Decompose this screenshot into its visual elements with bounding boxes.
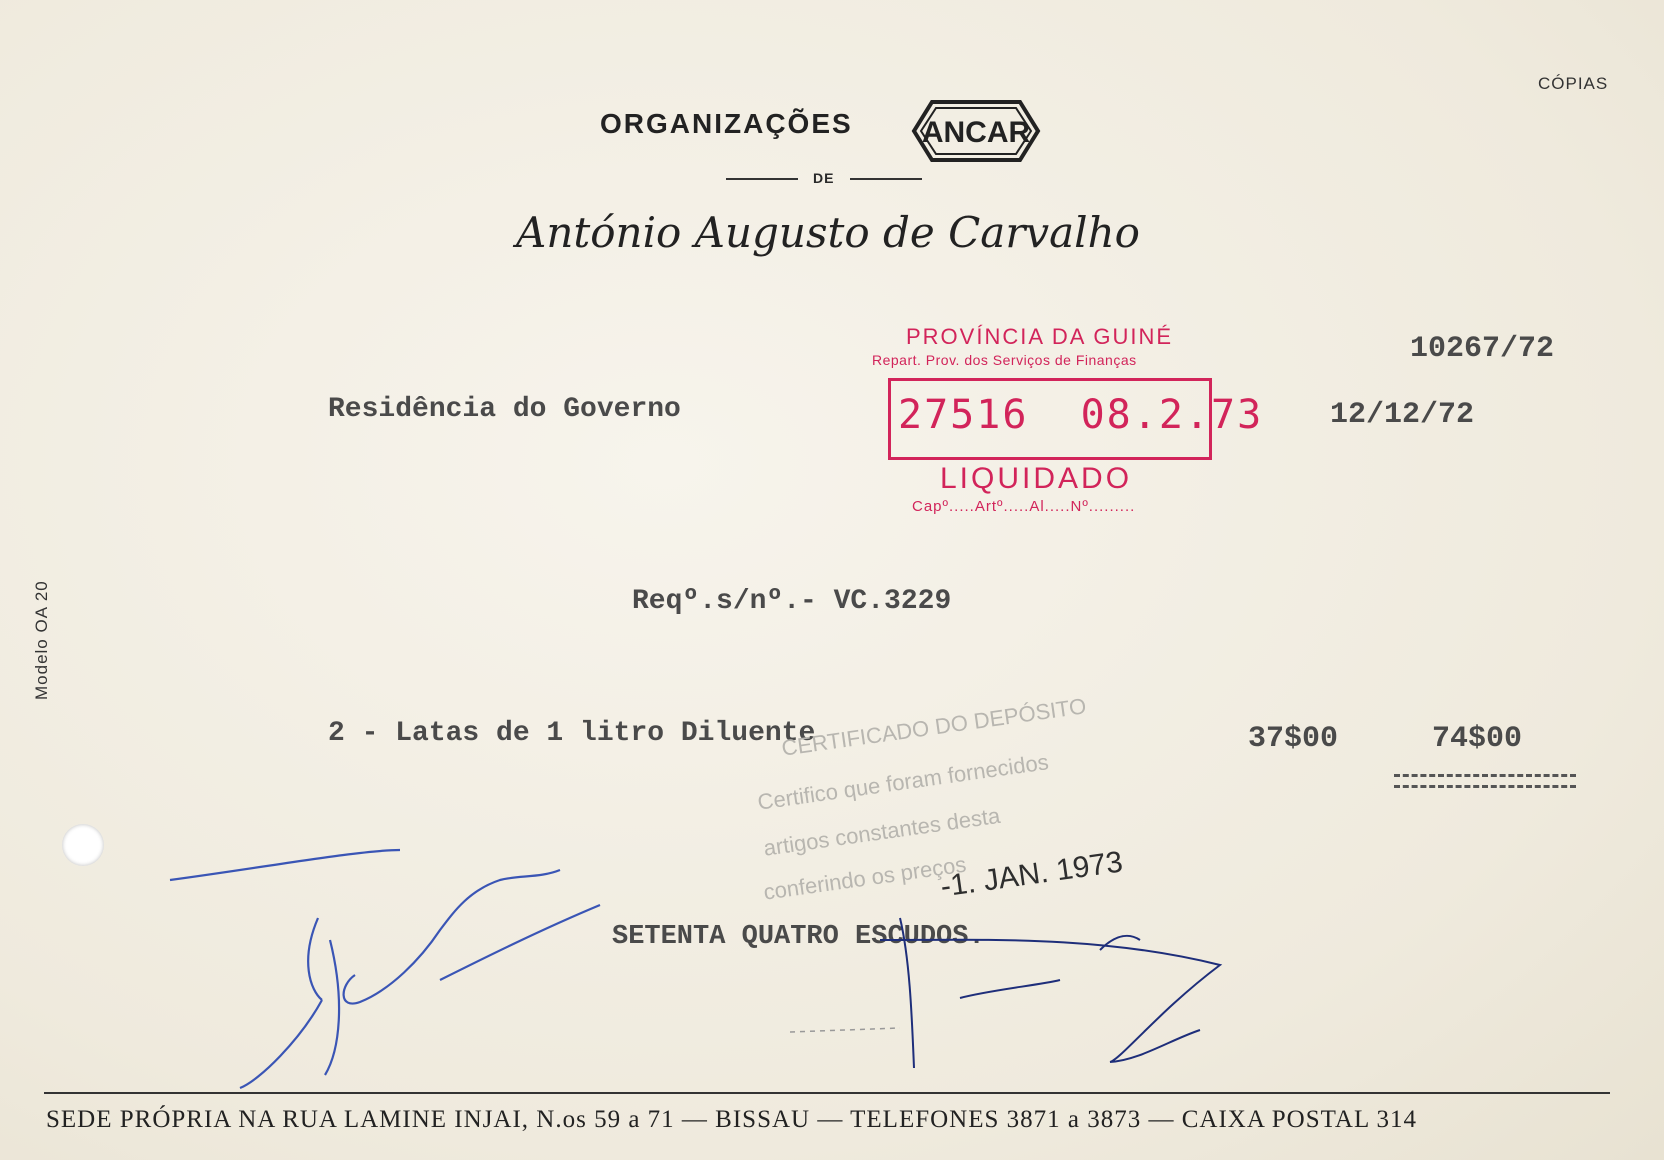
item-description: 2 - Latas de 1 litro Diluente	[328, 718, 816, 749]
logo-text: ANCAR	[921, 116, 1031, 149]
amount-in-words: SETENTA QUATRO ESCUDOS.	[612, 922, 985, 952]
received-stamp-date: -1. JAN. 1973	[938, 845, 1125, 904]
footer-address: SEDE PRÓPRIA NA RUA LAMINE INJAI, N.os 59 a 71 — BISSAU — TELEFONES 3871 a 3873 — CAIXA POSTAL 314	[46, 1106, 1418, 1133]
item-unit-price: 37$00	[1248, 722, 1339, 756]
stamp-province: PROVÍNCIA DA GUINÉ	[906, 324, 1174, 349]
stamp-number: 27516	[898, 392, 1029, 438]
footer-divider	[44, 1092, 1610, 1094]
document-date: 12/12/72	[1330, 398, 1475, 432]
recipient: Residência do Governo	[328, 394, 681, 425]
organization-title: ORGANIZAÇÕES	[600, 108, 853, 139]
model-label: Modelo OA 20	[32, 580, 51, 700]
received-stamp-line4: conferindo os preços	[762, 851, 968, 905]
signature-right	[880, 918, 1220, 1068]
received-stamp-line3: artigos constantes desta	[762, 802, 1002, 861]
received-stamp-line1: CERTIFICADO DO DEPÓSITO	[780, 693, 1088, 761]
stamp-fields: Capº.....Artº.....Al.....Nº.........	[912, 498, 1136, 515]
signature-line	[790, 1028, 900, 1032]
punch-hole	[62, 824, 104, 866]
requisition-reference: Reqº.s/nº.- VC.3229	[632, 586, 952, 617]
stamp-date: 08.2.73	[1080, 392, 1264, 438]
stamp-department: Repart. Prov. dos Serviços de Finanças	[872, 352, 1137, 368]
stamp-status: LIQUIDADO	[940, 462, 1133, 495]
received-stamp-line2: Certifico que foram fornecidos	[756, 749, 1051, 815]
owner-name: António Augusto de Carvalho	[516, 208, 1140, 257]
item-total: 74$00	[1432, 722, 1523, 756]
de-label: DE	[813, 170, 835, 186]
copias-label: CÓPIAS	[1538, 74, 1609, 93]
document-number: 10267/72	[1410, 332, 1555, 366]
signature-carvalho	[170, 850, 600, 1088]
